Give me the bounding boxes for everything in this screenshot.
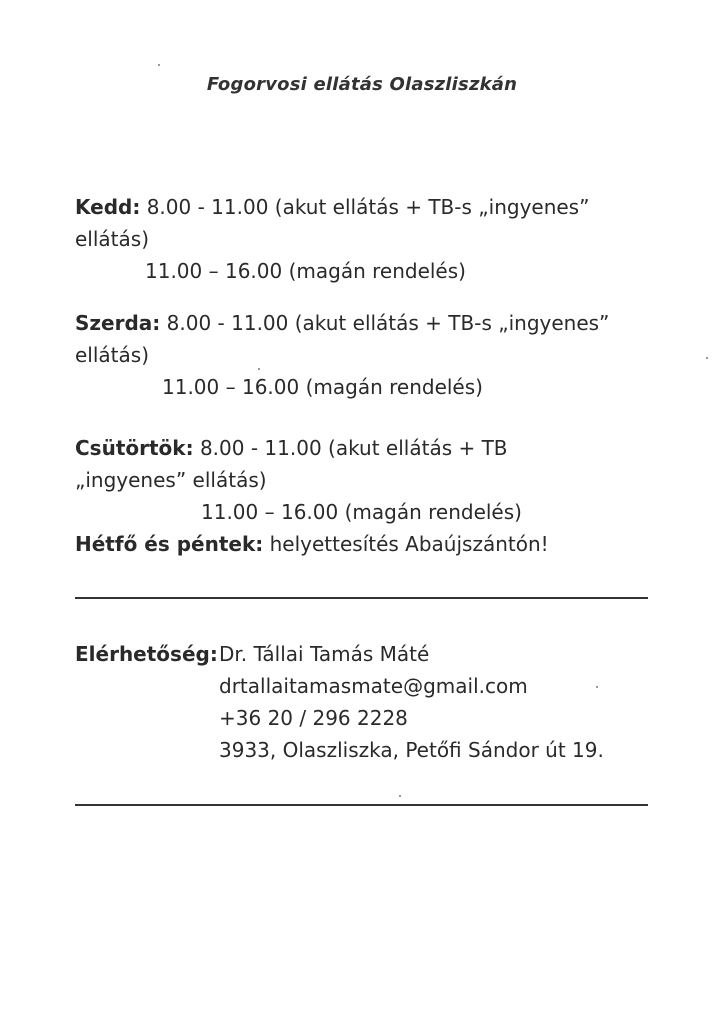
substitution-text: helyettesítés Abaújszántón!	[269, 532, 549, 556]
document-title: Fogorvosi ellátás Olaszliszkán	[206, 74, 518, 95]
scan-speck	[596, 686, 598, 688]
contact-name: Dr. Tállai Tamás Máté	[219, 642, 430, 666]
contact-email: drtallaitamasmate@gmail.com	[219, 674, 528, 698]
substitution-label: Hétfő és péntek:	[75, 532, 264, 556]
substitution-line	[75, 528, 549, 560]
hours-morning: 8.00 - 11.00 (akut ellátás + TB-s „ingyenes”	[146, 195, 590, 219]
schedule-thursday	[75, 432, 549, 560]
divider-top	[75, 597, 648, 599]
schedule-line-continued: ellátás)	[75, 227, 149, 251]
schedule-line-continued: ellátás)	[75, 343, 149, 367]
contact-label: Elérhetőség:	[75, 642, 218, 666]
divider-bottom	[75, 804, 648, 806]
scan-speck	[158, 64, 160, 66]
schedule-wednesday	[75, 307, 609, 403]
hours-afternoon: 11.00 – 16.00 (magán rendelés)	[145, 259, 466, 283]
schedule-line-continued: „ingyenes” ellátás)	[75, 468, 267, 492]
day-label: Csütörtök:	[75, 436, 194, 460]
day-label: Kedd:	[75, 195, 141, 219]
hours-afternoon: 11.00 – 16.00 (magán rendelés)	[201, 500, 522, 524]
schedule-line	[75, 191, 589, 223]
hours-morning: 8.00 - 11.00 (akut ellátás + TB	[199, 436, 508, 460]
schedule-line	[75, 432, 549, 464]
hours-afternoon: 11.00 – 16.00 (magán rendelés)	[162, 375, 483, 399]
contact-details	[219, 638, 604, 766]
contact-phone: +36 20 / 296 2228	[219, 706, 408, 730]
contact-address: 3933, Olaszliszka, Petőfi Sándor út 19.	[219, 738, 604, 762]
day-label: Szerda:	[75, 311, 161, 335]
scan-speck	[706, 357, 708, 359]
scan-speck	[258, 368, 260, 370]
schedule-line	[75, 307, 609, 339]
schedule-tuesday	[75, 191, 589, 287]
hours-morning: 8.00 - 11.00 (akut ellátás + TB-s „ingyenes”	[166, 311, 610, 335]
scan-speck	[399, 795, 401, 797]
